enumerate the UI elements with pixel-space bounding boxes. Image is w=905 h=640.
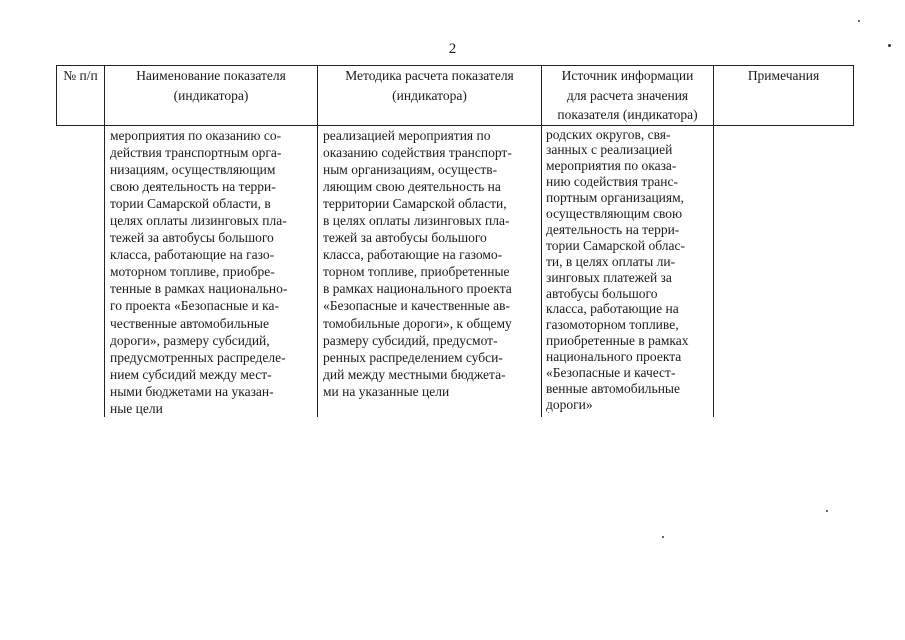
cell-calculation-method: реализацией мероприятия по оказанию содействия транспорт- ным организациям, осуществ- ляющим свою деятельность на территории Самарской области, в целях оплаты лизинговых пла- тежей за автобусы большого класса, работающие на газомо- торном топливе, приобретенные в рамках национального проекта «Безопасные и качественные ав- томобильные дороги», к общему размеру субсидий, предусмот- ренных распределением субси- дий между местными бюджета- ми на указанные цели: [318, 125, 542, 417]
table-row: [57, 125, 854, 417]
header-notes: Примечания: [714, 66, 854, 126]
header-indicator-name: Наименование показателя (индикатора): [105, 66, 318, 126]
scan-speck: [826, 510, 828, 512]
indicators-table: [56, 65, 854, 417]
page-number: 2: [448, 41, 457, 57]
header-calculation-method: Методика расчета показателя (индикатора): [318, 66, 542, 126]
cell-number: [57, 125, 105, 417]
header-number: № п/п: [57, 66, 105, 126]
cell-notes: [714, 125, 854, 417]
scan-speck: [858, 20, 860, 22]
cell-information-source: родских округов, свя- занных с реализацией мероприятия по оказа- нию содействия транс- портным организациям, осуществляющим свою деятельность на терри- тории Самарской облас- ти, в целях оплаты ли- зинговых платежей за автобусы большого класса, работающие на газомоторном топливе, приобретенные в рамках национального проекта «Безопасные и качест- венные автомобильные дороги»: [542, 125, 714, 417]
table-header-row: [57, 66, 854, 126]
scan-speck: [662, 536, 664, 538]
scan-speck: [548, 412, 549, 413]
header-information-source: Источник информации для расчета значения показателя (индикатора): [542, 66, 714, 126]
scan-speck: [888, 44, 891, 47]
cell-indicator-name: мероприятия по оказанию со- действия транспортным орга- низациям, осуществляющим свою деятельность на терри- тории Самарской области, в целях оплаты лизинговых пла- тежей за автобусы большого класса, работающие на газо- моторном топливе, приобре- тенные в рамках национально- го проекта «Безопасные и ка- чественные автомобильные дороги», размеру субсидий, предусмотренных распределе- нием субсидий между мест- ными бюджетами на указан- ные цели: [105, 125, 318, 417]
